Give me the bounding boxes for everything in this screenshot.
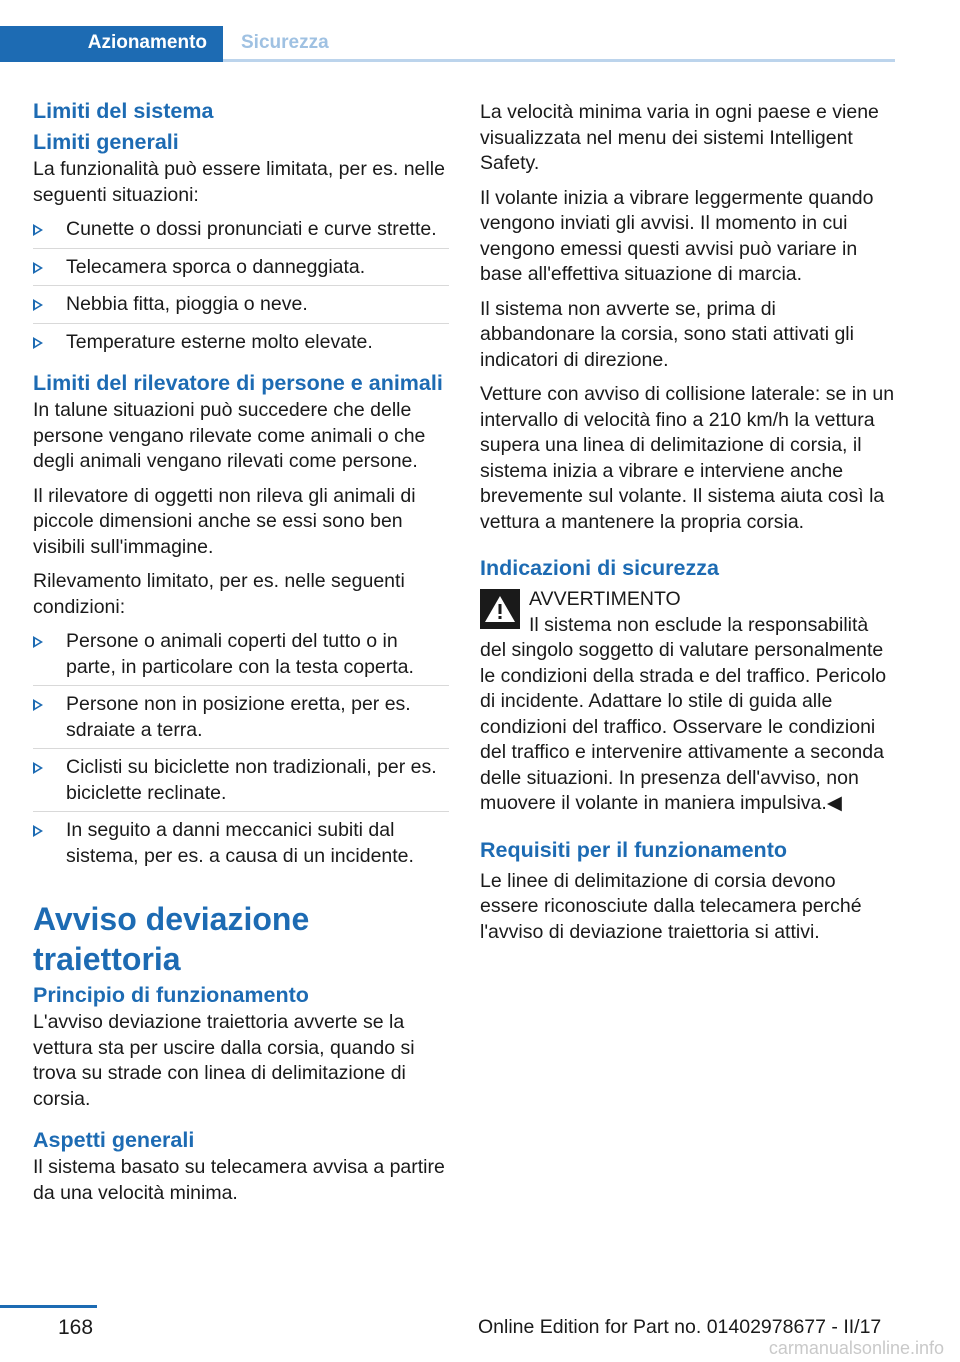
warning-triangle-icon bbox=[480, 589, 520, 629]
triangle-bullet-icon bbox=[33, 636, 43, 648]
paragraph-rilevatore-2: Il rilevatore di oggetti non rileva gli animali di piccole dimensioni anche se essi sono ben visibili sull'immagine. bbox=[33, 484, 416, 558]
triangle-bullet-icon bbox=[33, 262, 43, 274]
heading-limiti-generali: Limiti generali bbox=[33, 130, 179, 154]
triangle-bullet-icon bbox=[33, 762, 43, 774]
heading-requisiti: Requisiti per il funzionamento bbox=[480, 837, 787, 862]
edition-text: Online Edition for Part no. 01402978677 - II/17 bbox=[478, 1316, 882, 1338]
paragraph-rilevatore-1: In talune situazioni può succedere che delle persone vengano rilevate come animali o che degli animali vengano rilevati come persone. bbox=[33, 399, 426, 472]
footer-line bbox=[0, 1305, 97, 1308]
list-item: In seguito a danni meccanici subiti dal sistema, per es. a causa di un incidente. bbox=[33, 818, 449, 869]
list-item: Ciclisti su biciclette non tradizionali, per es. biciclette reclinate. bbox=[33, 755, 449, 812]
section-title-avviso: Avviso deviazione traiettoria bbox=[33, 901, 310, 977]
tab-underline bbox=[223, 59, 895, 62]
warning-text: del singolo soggetto di valutare personalmente le condizioni della strada e del traffico. Pericolo di incidente. Adattare lo stile di guida alle condizioni del traffico. Osservare le condizioni del traffico e intervenire attivamente a seconda delle situazioni. In presenza dell'avviso, non muovere il volante in maniera impulsiva.◀ bbox=[480, 639, 887, 814]
watermark: carmanualsonline.info bbox=[768, 1338, 944, 1358]
heading-sicurezza: Indicazioni di sicurezza bbox=[480, 556, 719, 580]
left-column bbox=[33, 98, 449, 1215]
list-item: Temperature esterne molto elevate. bbox=[33, 330, 449, 356]
list-item: Persone o animali coperti del tutto o in parte, in particolare con la testa coperta. bbox=[33, 629, 449, 686]
triangle-bullet-icon bbox=[33, 337, 43, 349]
warning-first-line: Il sistema non esclude la responsabilità bbox=[529, 613, 869, 636]
heading-principio: Principio di funzionamento bbox=[33, 983, 309, 1007]
triangle-bullet-icon bbox=[33, 224, 43, 236]
list-item: Nebbia fitta, pioggia o neve. bbox=[33, 292, 449, 324]
paragraph-requisiti: Le linee di delimitazione di corsia devono essere riconosciute dalla telecamera perché l'avviso di deviazione traiettoria si attivi. bbox=[480, 869, 862, 943]
triangle-bullet-icon bbox=[33, 299, 43, 311]
list-limiti-generali bbox=[33, 217, 449, 355]
warning-title: AVVERTIMENTO bbox=[529, 588, 681, 610]
paragraph-rilevatore-3: Rilevamento limitato, per es. nelle seguenti condizioni: bbox=[33, 570, 405, 618]
paragraph-velocita: La velocità minima varia in ogni paese e viene visualizzata nel menu dei sistemi Intelligent Safety. bbox=[480, 101, 879, 174]
heading-limiti-sistema: Limiti del sistema bbox=[33, 99, 214, 123]
right-column bbox=[480, 100, 896, 954]
list-rilevamento bbox=[33, 629, 449, 869]
tab-azionamento[interactable]: Azionamento bbox=[0, 26, 223, 62]
heading-aspetti: Aspetti generali bbox=[33, 1128, 195, 1152]
paragraph-vibrazione: Il volante inizia a vibrare leggermente quando vengono inviati gli avvisi. Il momento in cui vengono emessi questi avvisi può variare in base all'effettiva situazione di marcia. bbox=[480, 186, 874, 285]
warning-box bbox=[480, 587, 896, 817]
list-item: Cunette o dossi pronunciati e curve strette. bbox=[33, 217, 449, 249]
paragraph-generali: La funzionalità può essere limitata, per es. nelle seguenti situazioni: bbox=[33, 158, 445, 206]
paragraph-collisione: Vetture con avviso di collisione laterale: se in un intervallo di velocità fino a 210 km/h la vettura supera una linea di delimitazione di corsia, il sistema inizia a vibrare e interviene anche brevemente sul volante. Il sistema aiuta così la vettura a mantenere la propria corsia. bbox=[480, 383, 895, 533]
list-item: Telecamera sporca o danneggiata. bbox=[33, 255, 449, 287]
header-tabbar bbox=[0, 26, 895, 62]
paragraph-aspetti: Il sistema basato su telecamera avvisa a partire da una velocità minima. bbox=[33, 1156, 445, 1204]
triangle-bullet-icon bbox=[33, 825, 43, 837]
list-item: Persone non in posizione eretta, per es. sdraiate a terra. bbox=[33, 692, 449, 749]
paragraph-indicatori: Il sistema non avverte se, prima di abbandonare la corsia, sono stati attivati gli indicatori di direzione. bbox=[480, 297, 854, 371]
triangle-bullet-icon bbox=[33, 699, 43, 711]
paragraph-principio: L'avviso deviazione traiettoria avverte se la vettura sta per uscire dalla corsia, quando si trova su strade con linea di delimitazione di corsia. bbox=[33, 1011, 415, 1110]
heading-rilevatore: Limiti del rilevatore di persone e animali bbox=[33, 371, 443, 395]
page-number: 168 bbox=[58, 1316, 94, 1339]
tab-sicurezza[interactable]: Sicurezza bbox=[241, 32, 329, 53]
